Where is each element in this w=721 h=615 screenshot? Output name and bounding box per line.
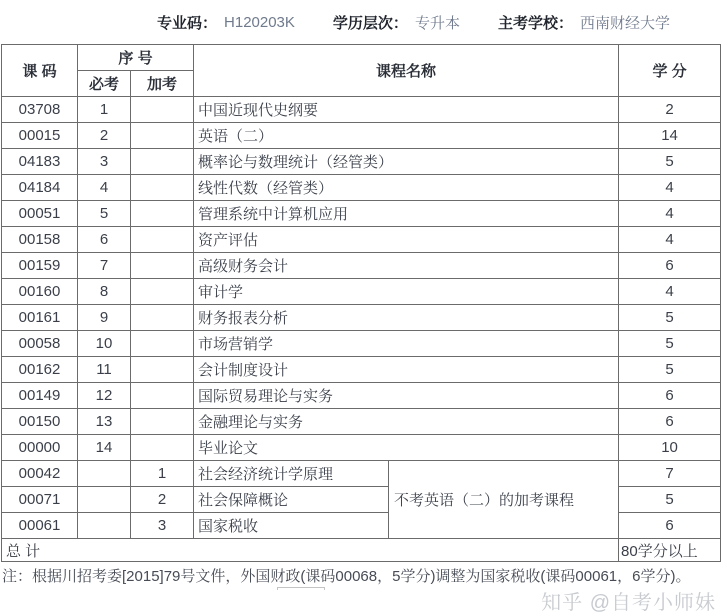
course-code-cell: 00051 xyxy=(2,201,78,227)
exam-school-pair xyxy=(498,12,670,33)
required-seq-cell xyxy=(78,461,131,487)
education-level-pair xyxy=(333,12,460,33)
required-seq-cell xyxy=(78,487,131,513)
course-table xyxy=(1,44,721,562)
additional-seq-cell: 1 xyxy=(131,461,194,487)
col-header-course-name: 课程名称 xyxy=(194,45,619,97)
required-seq-cell: 1 xyxy=(78,97,131,123)
credit-cell: 6 xyxy=(619,383,721,409)
additional-seq-cell xyxy=(131,305,194,331)
additional-seq-cell xyxy=(131,201,194,227)
required-seq-cell: 4 xyxy=(78,175,131,201)
footnote-text: 注：根据川招考委[2015]79号文件，外国财政(课码00068，5学分)调整为国家税收(课码00061，6学分)。 xyxy=(2,568,691,585)
course-code-cell: 00061 xyxy=(2,513,78,539)
course-code-cell: 00158 xyxy=(2,227,78,253)
required-seq-cell xyxy=(78,513,131,539)
course-row-required xyxy=(2,253,721,279)
credit-cell: 5 xyxy=(619,331,721,357)
course-row-required xyxy=(2,149,721,175)
course-row-required xyxy=(2,383,721,409)
course-code-cell: 00162 xyxy=(2,357,78,383)
course-row-required xyxy=(2,279,721,305)
course-name-cell: 中国近现代史纲要 xyxy=(194,97,619,123)
course-name-cell: 会计制度设计 xyxy=(194,357,619,383)
additional-seq-cell xyxy=(131,123,194,149)
course-row-required xyxy=(2,123,721,149)
course-code-cell: 00058 xyxy=(2,331,78,357)
course-name-cell: 国家税收 xyxy=(194,513,389,539)
course-name-cell: 线性代数（经管类） xyxy=(194,175,619,201)
course-row-additional xyxy=(2,461,721,487)
exam-school-label: 主考学校： xyxy=(497,14,573,32)
additional-seq-cell xyxy=(131,227,194,253)
course-row-required xyxy=(2,409,721,435)
course-name-cell: 金融理论与实务 xyxy=(194,409,619,435)
additional-seq-cell: 3 xyxy=(131,513,194,539)
required-seq-cell: 11 xyxy=(78,357,131,383)
additional-seq-cell xyxy=(131,149,194,175)
credit-cell: 6 xyxy=(619,253,721,279)
credit-cell: 6 xyxy=(619,409,721,435)
additional-note-cell: 不考英语（二）的加考课程 xyxy=(389,461,619,539)
col-header-course-code: 课 码 xyxy=(2,45,78,97)
credit-cell: 5 xyxy=(619,357,721,383)
required-seq-cell: 13 xyxy=(78,409,131,435)
exam-school-value: 西南财经大学 xyxy=(579,14,670,32)
required-seq-cell: 6 xyxy=(78,227,131,253)
course-name-cell: 审计学 xyxy=(194,279,619,305)
major-code-value: H120203K xyxy=(224,13,295,31)
course-name-cell: 英语（二） xyxy=(194,123,619,149)
col-header-credits: 学 分 xyxy=(619,45,721,97)
course-name-cell: 毕业论文 xyxy=(194,435,619,461)
course-code-cell: 04184 xyxy=(2,175,78,201)
required-seq-cell: 3 xyxy=(78,149,131,175)
col-header-seq-additional: 加考 xyxy=(131,71,194,97)
required-seq-cell: 7 xyxy=(78,253,131,279)
credit-cell: 4 xyxy=(619,279,721,305)
required-seq-cell: 8 xyxy=(78,279,131,305)
course-row-required xyxy=(2,305,721,331)
major-code-pair xyxy=(157,12,295,33)
course-row-required xyxy=(2,331,721,357)
course-name-cell: 市场营销学 xyxy=(194,331,619,357)
additional-seq-cell xyxy=(131,331,194,357)
course-row-required xyxy=(2,227,721,253)
credit-cell: 7 xyxy=(619,461,721,487)
education-level-value: 专升本 xyxy=(414,14,460,32)
course-code-cell: 00042 xyxy=(2,461,78,487)
additional-seq-cell: 2 xyxy=(131,487,194,513)
required-seq-cell: 5 xyxy=(78,201,131,227)
course-code-cell: 00149 xyxy=(2,383,78,409)
zhihu-watermark: 知乎 @自考小师妹 xyxy=(541,592,716,614)
course-code-cell: 00071 xyxy=(2,487,78,513)
credit-cell: 14 xyxy=(619,123,721,149)
course-name-cell: 高级财务会计 xyxy=(194,253,619,279)
course-row-required xyxy=(2,175,721,201)
additional-seq-cell xyxy=(131,435,194,461)
credit-cell: 5 xyxy=(619,487,721,513)
course-name-cell: 社会经济统计学原理 xyxy=(194,461,389,487)
required-seq-cell: 14 xyxy=(78,435,131,461)
additional-seq-cell xyxy=(131,409,194,435)
credit-cell: 2 xyxy=(619,97,721,123)
course-name-cell: 社会保障概论 xyxy=(194,487,389,513)
credit-cell: 5 xyxy=(619,305,721,331)
course-name-cell: 国际贸易理论与实务 xyxy=(194,383,619,409)
course-name-cell: 概率论与数理统计（经管类） xyxy=(194,149,619,175)
course-code-cell: 00160 xyxy=(2,279,78,305)
course-code-cell: 00150 xyxy=(2,409,78,435)
table-body xyxy=(2,97,721,539)
course-code-cell: 03708 xyxy=(2,97,78,123)
additional-seq-cell xyxy=(131,383,194,409)
course-name-cell: 资产评估 xyxy=(194,227,619,253)
major-info-bar xyxy=(0,0,720,44)
credit-cell: 10 xyxy=(619,435,721,461)
education-level-label: 学历层次： xyxy=(332,14,408,32)
total-credits-value: 80学分以上 xyxy=(619,539,721,562)
required-seq-cell: 12 xyxy=(78,383,131,409)
course-code-cell: 04183 xyxy=(2,149,78,175)
course-code-cell: 00161 xyxy=(2,305,78,331)
credit-cell: 4 xyxy=(619,227,721,253)
table-header-row-1 xyxy=(2,45,721,71)
course-name-cell: 管理系统中计算机应用 xyxy=(194,201,619,227)
additional-seq-cell xyxy=(131,253,194,279)
course-row-required xyxy=(2,435,721,461)
course-row-required xyxy=(2,97,721,123)
cropped-element-fragment xyxy=(277,587,325,590)
course-code-cell: 00159 xyxy=(2,253,78,279)
additional-seq-cell xyxy=(131,357,194,383)
col-header-seq: 序 号 xyxy=(78,45,194,71)
total-row xyxy=(2,539,721,562)
required-seq-cell: 9 xyxy=(78,305,131,331)
credit-cell: 5 xyxy=(619,149,721,175)
required-seq-cell: 10 xyxy=(78,331,131,357)
course-row-required xyxy=(2,357,721,383)
additional-seq-cell xyxy=(131,279,194,305)
course-row-required xyxy=(2,201,721,227)
additional-seq-cell xyxy=(131,97,194,123)
credit-cell: 4 xyxy=(619,201,721,227)
credit-cell: 4 xyxy=(619,175,721,201)
course-code-cell: 00000 xyxy=(2,435,78,461)
additional-seq-cell xyxy=(131,175,194,201)
required-seq-cell: 2 xyxy=(78,123,131,149)
major-code-label: 专业码： xyxy=(157,14,218,32)
col-header-seq-required: 必考 xyxy=(78,71,131,97)
total-label: 总 计 xyxy=(2,539,619,562)
course-code-cell: 00015 xyxy=(2,123,78,149)
credit-cell: 6 xyxy=(619,513,721,539)
course-name-cell: 财务报表分析 xyxy=(194,305,619,331)
